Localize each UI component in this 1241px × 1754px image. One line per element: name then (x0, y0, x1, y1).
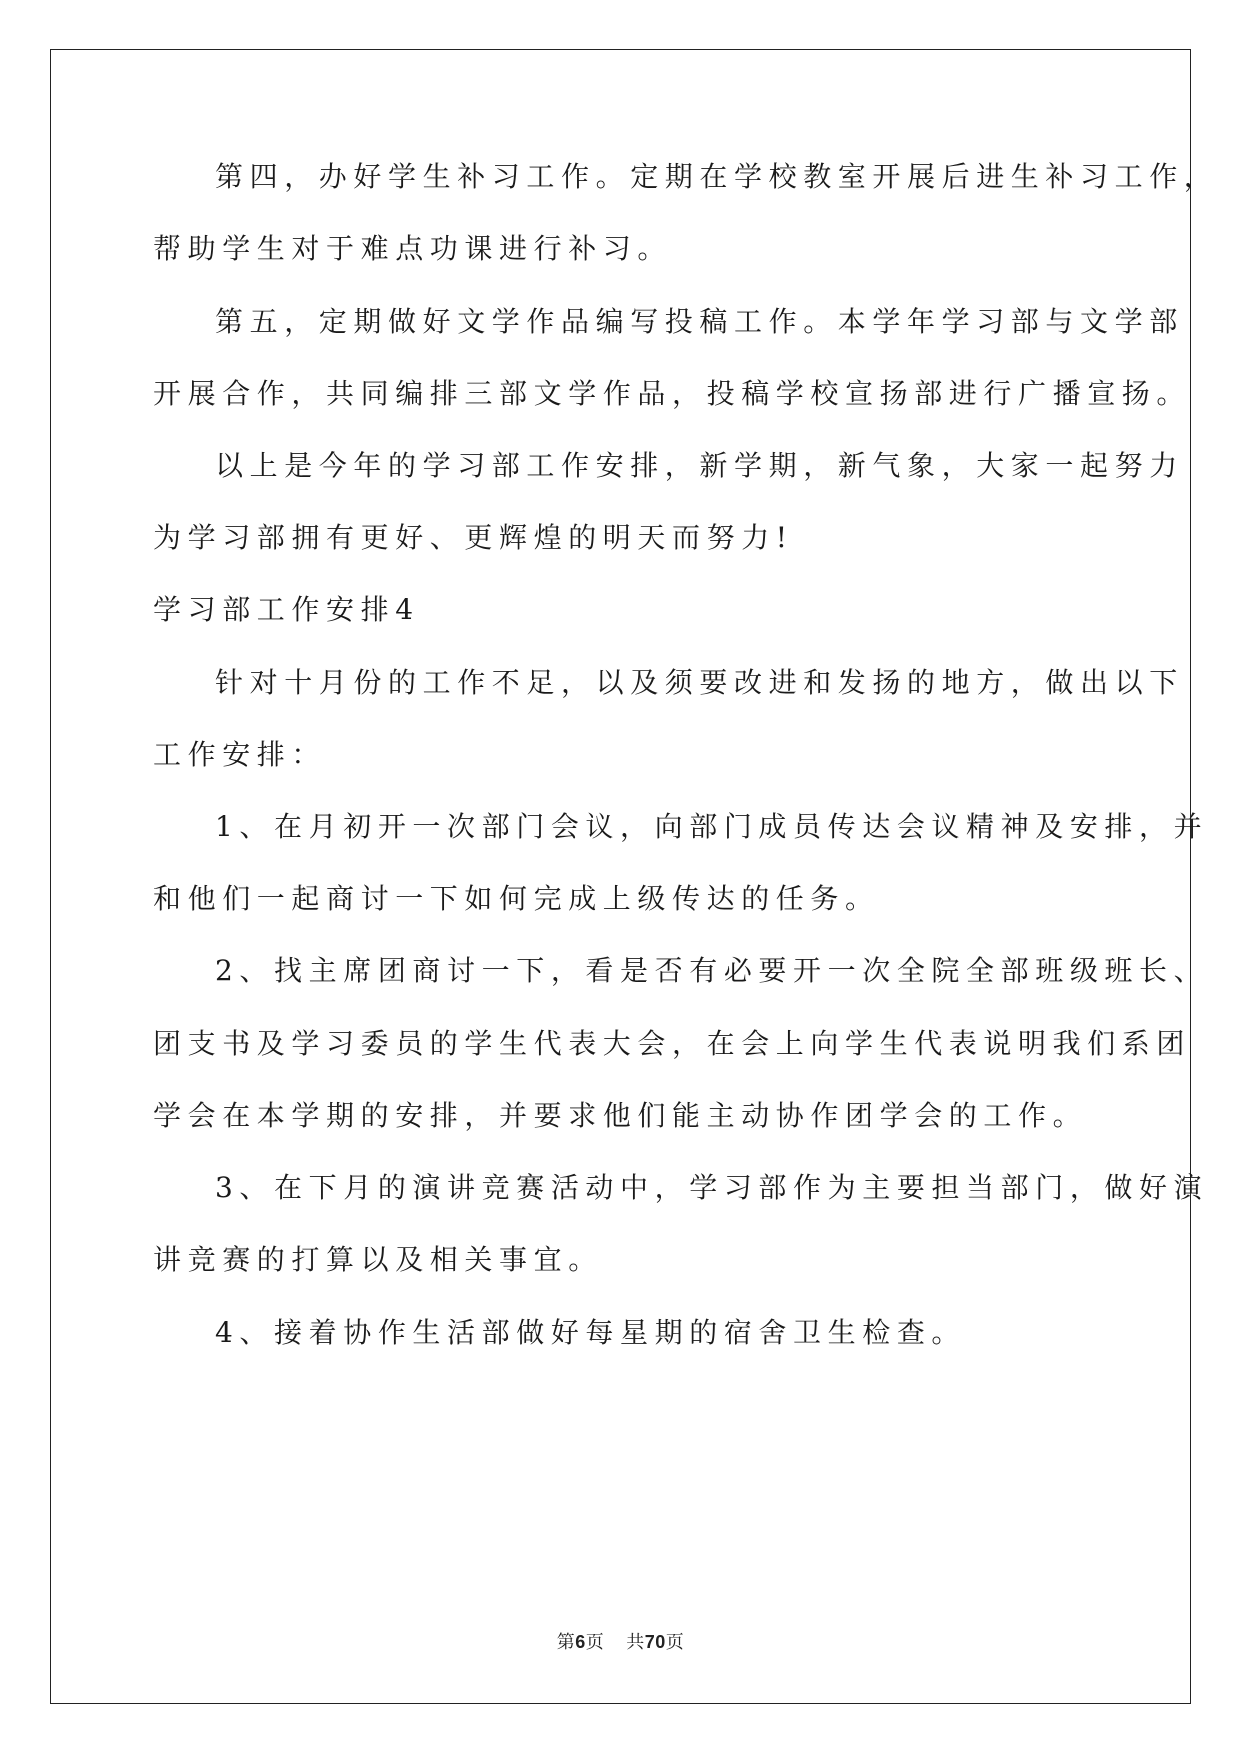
paragraph-line: 第五，定期做好文学作品编写投稿工作。本学年学习部与文学部 (215, 305, 1184, 338)
paragraph-line: 3、在下月的演讲竞赛活动中，学习部作为主要担当部门，做好演 (215, 1171, 1209, 1204)
paragraph-line: 针对十月份的工作不足，以及须要改进和发扬的地方，做出以下 (215, 666, 1184, 699)
paragraph-line: 开展合作，共同编排三部文学作品，投稿学校宣扬部进行广播宣扬。 (153, 377, 1192, 410)
paragraph-line: 讲竞赛的打算以及相关事宜。 (153, 1243, 603, 1276)
total-label-suffix: 页 (665, 1632, 685, 1653)
paragraph-line: 团支书及学习委员的学生代表大会，在会上向学生代表说明我们系团 (153, 1027, 1192, 1060)
total-page-number: 70 (644, 1632, 666, 1652)
total-label-prefix: 共 (626, 1632, 645, 1653)
page-label-suffix: 页 (585, 1632, 605, 1653)
paragraph-line: 以上是今年的学习部工作安排，新学期，新气象，大家一起努力 (215, 449, 1184, 482)
paragraph-line: 和他们一起商讨一下如何完成上级传达的任务。 (153, 882, 880, 915)
paragraph-line: 第四，办好学生补习工作。定期在学校教室开展后进生补习工作， (215, 160, 1219, 193)
paragraph-line: 帮助学生对于难点功课进行补习。 (153, 232, 673, 265)
paragraph-line: 1、在月初开一次部门会议，向部门成员传达会议精神及安排，并 (215, 810, 1209, 843)
paragraph-line: 2、找主席团商讨一下，看是否有必要开一次全院全部班级班长、 (215, 954, 1209, 987)
section-heading: 学习部工作安排4 (153, 593, 420, 626)
paragraph-line: 学会在本学期的安排，并要求他们能主动协作团学会的工作。 (153, 1099, 1088, 1132)
page-label-prefix: 第 (556, 1632, 576, 1653)
paragraph-line: 4、接着协作生活部做好每星期的宿舍卫生检查。 (215, 1316, 967, 1349)
paragraph-line: 为学习部拥有更好、更辉煌的明天而努力! (153, 521, 794, 554)
paragraph-line: 工作安排： (153, 738, 327, 771)
page-border (50, 49, 1191, 1704)
current-page-number: 6 (575, 1632, 586, 1652)
page-footer (0, 1628, 1241, 1654)
